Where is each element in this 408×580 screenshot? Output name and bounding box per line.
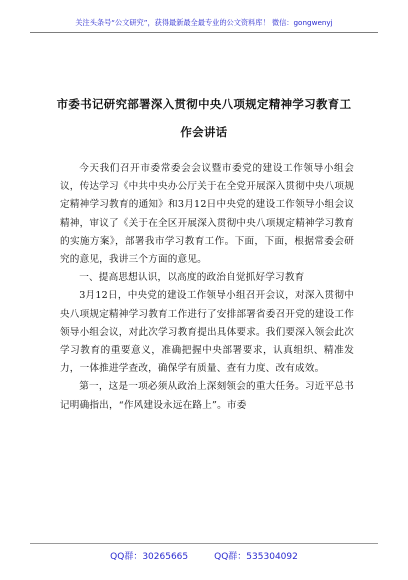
page-header: 关注头条号“公文研究”，获得最新最全最专业的公文资料库！ 微信：gongwenyj [75,18,333,27]
document-body [60,160,354,415]
footer-qq-group-1: QQ群：30265665 [110,552,189,562]
footer-divider [30,543,378,544]
document-title-line-2: 作会讲话 [180,125,228,139]
page-footer [0,549,408,562]
document-title-line-1: 市委书记研究部署深入贯彻中央八项规定精神学习教育工 [56,97,352,111]
header-divider [30,32,378,33]
footer-qq-group-2: QQ群：535304092 [214,552,298,562]
body-paragraph-2: 3月12日，中央党的建设工作领导小组召开会议，对深入贯彻中央八项规定精神学习教育工作进行了安排部署省委召开党的建设工作领导小组会议，对此次学习教育提出具体要求。我们要深入领会此次学习教育的重要意义，准确把握中央部署要求，认真组织、精准发力，一体推进学查改，确保学有质量、查有力度、改有成效。 [60,290,354,375]
section-heading-1: 一、提高思想认识，以高度的政治自觉抓好学习教育 [79,272,305,284]
body-paragraph-3: 第一，这是一项必须从政治上深刻领会的重大任务。习近平总书记明确指出，“作风建设永远在路上”。市委 [60,381,354,411]
body-paragraph-1: 今天我们召开市委常委会会议暨市委党的建设工作领导小组会议，传达学习《中共中央办公厅关于在全党开展深入贯彻中央八项规定精神学习教育的通知》和3月12日中央党的建设工作领导小组会议精神，审议了《关于在全区开展深入贯彻中央八项规定精神学习教育的实施方案》，部署我市学习教育工作。下面，下面，根据常委会研究的意见，我讲三个方面的意见。 [60,163,354,266]
